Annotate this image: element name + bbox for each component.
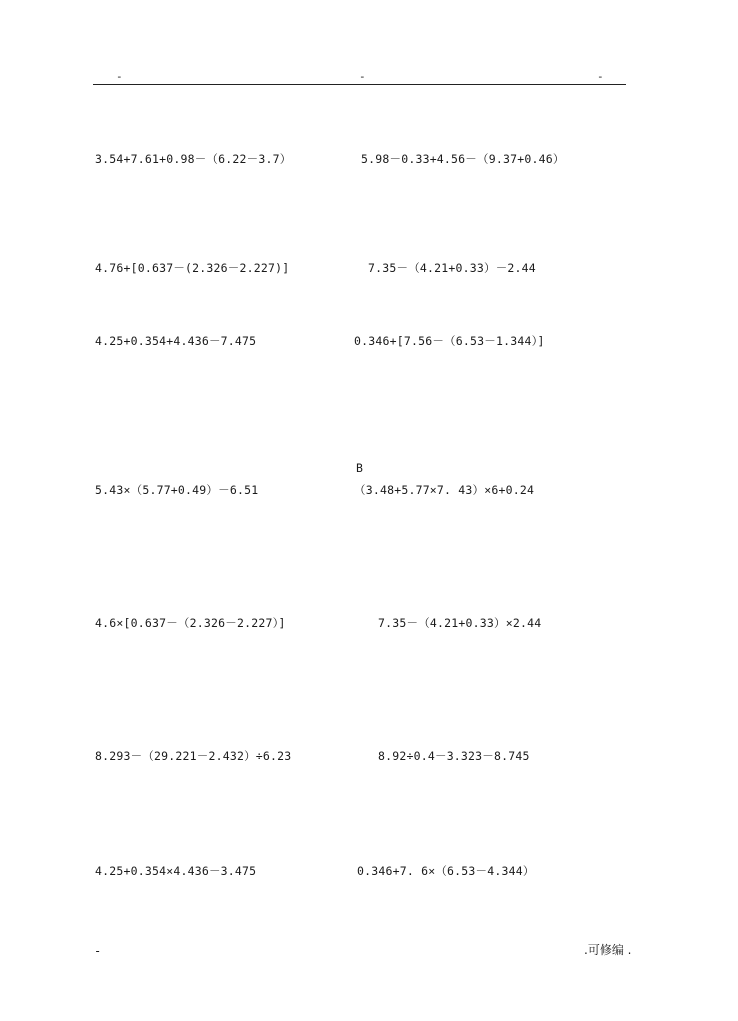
exercise-1-right: 5.98－0.33+4.56－（9.37+0.46） (361, 152, 565, 166)
exercise-6-left: 8.293－（29.221－2.432）÷6.23 (95, 749, 292, 763)
header-mark-left: - (116, 70, 123, 83)
exercise-6-right: 8.92÷0.4－3.323－8.745 (378, 749, 530, 763)
exercise-2-right: 7.35－（4.21+0.33）－2.44 (368, 261, 536, 275)
footer-editable-note: .可修编 . (584, 943, 632, 957)
exercise-4-right-note: B (356, 461, 364, 475)
header-mark-right: - (597, 70, 604, 83)
exercise-2-left: 4.76+[0.637－(2.326－2.227)] (95, 261, 290, 275)
exercise-3-left: 4.25+0.354+4.436－7.475 (95, 334, 257, 348)
exercise-5-left: 4.6×[0.637－（2.326－2.227）] (95, 616, 286, 630)
exercise-7-left: 4.25+0.354×4.436－3.475 (95, 864, 257, 878)
exercise-4-right: （3.48+5.77×7. 43）×6+0.24 (354, 483, 535, 497)
exercise-3-right: 0.346+[7.56－（6.53－1.344）] (354, 334, 545, 348)
footer-mark-left: - (94, 944, 102, 958)
header-mark-center: - (359, 70, 366, 83)
exercise-1-left: 3.54+7.61+0.98－（6.22－3.7） (95, 152, 292, 166)
header-rule (93, 84, 626, 85)
exercise-4-left: 5.43×（5.77+0.49）－6.51 (95, 483, 259, 497)
exercise-5-right: 7.35－（4.21+0.33）×2.44 (378, 616, 542, 630)
exercise-7-right: 0.346+7. 6×（6.53－4.344） (357, 864, 535, 878)
